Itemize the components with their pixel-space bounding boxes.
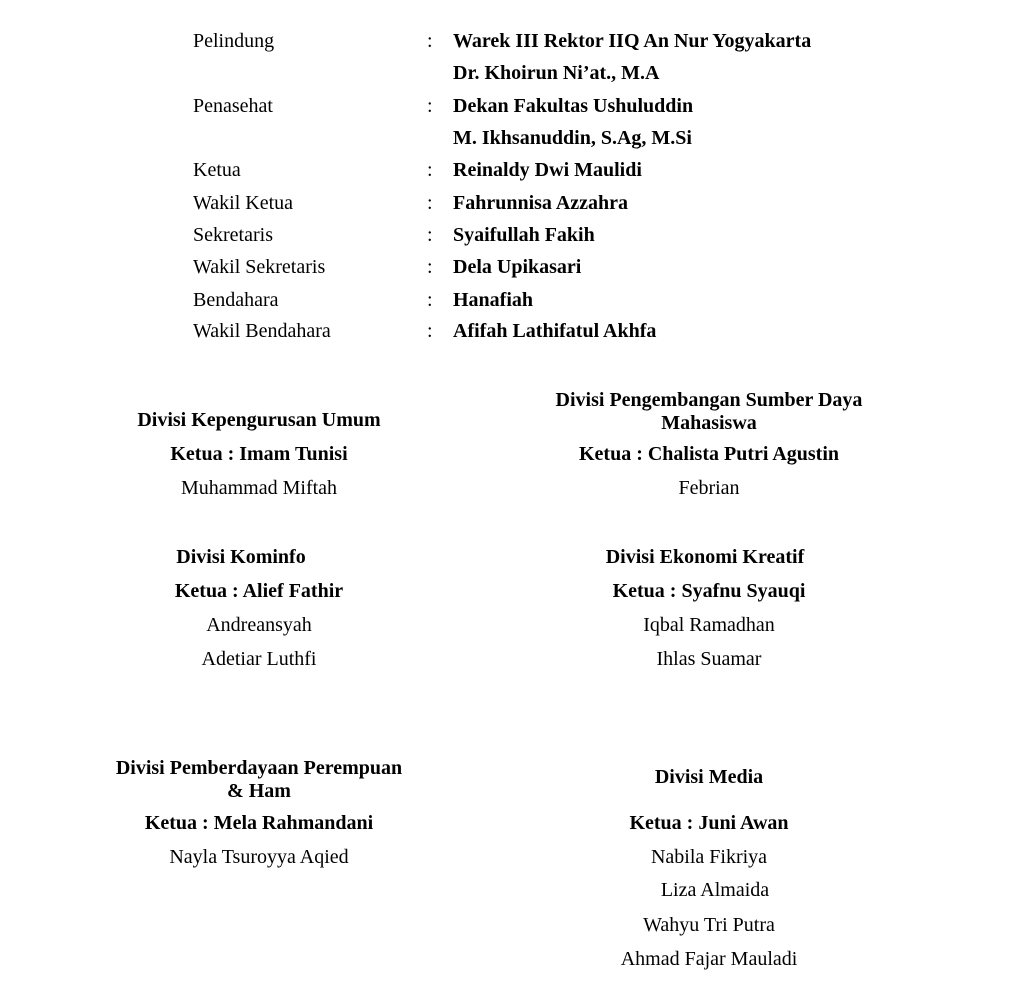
colon: :	[427, 256, 433, 278]
division-member: Wahyu Tri Putra	[643, 914, 775, 936]
colon: :	[427, 192, 433, 214]
officer-name: Dr. Khoirun Ni’at., M.A	[453, 62, 660, 84]
colon: :	[427, 30, 433, 52]
colon: :	[427, 289, 433, 311]
division-title-line-1: Divisi Pengembangan Sumber Daya	[555, 389, 863, 411]
role-wakil-sekretaris: Wakil Sekretaris	[193, 256, 326, 278]
role-penasehat: Penasehat	[193, 95, 273, 117]
division-ketua: Ketua : Mela Rahmandani	[144, 812, 374, 834]
division-ketua: Ketua : Chalista Putri Agustin	[578, 443, 840, 465]
colon: :	[427, 320, 433, 342]
officer-name: M. Ikhsanuddin, S.Ag, M.Si	[453, 127, 692, 149]
division-title: Divisi Media	[654, 766, 764, 788]
division-member: Febrian	[678, 477, 740, 499]
division-title: Divisi Kepengurusan Umum	[137, 409, 381, 431]
colon: :	[427, 95, 433, 117]
division-member: Andreansyah	[206, 614, 312, 636]
division-member: Ahmad Fajar Mauladi	[620, 948, 798, 970]
division-member: Nayla Tsuroyya Aqied	[169, 846, 349, 868]
division-title: Divisi Kominfo	[176, 546, 306, 568]
officer-name: Dela Upikasari	[453, 256, 582, 278]
division-ketua: Ketua : Imam Tunisi	[170, 443, 348, 465]
officer-name: Hanafiah	[453, 289, 534, 311]
division-pemberdayaan-perempuan	[109, 0, 409, 1004]
role-wakil-bendahara: Wakil Bendahara	[193, 320, 331, 342]
division-title-line-1: Divisi Pemberdayaan Perempuan	[115, 757, 403, 779]
officer-name: Afifah Lathifatul Akhfa	[453, 320, 657, 342]
role-wakil-ketua: Wakil Ketua	[193, 192, 294, 214]
division-member: Ihlas Suamar	[656, 648, 762, 670]
division-member: Nabila Fikriya	[650, 846, 768, 868]
officer-name: Fahrunnisa Azzahra	[453, 192, 629, 214]
division-ketua: Ketua : Juni Awan	[629, 812, 789, 834]
division-title: Divisi Ekonomi Kreatif	[605, 546, 805, 568]
officer-name: Syaifullah Fakih	[453, 224, 595, 246]
role-sekretaris: Sekretaris	[193, 224, 273, 246]
role-ketua: Ketua	[193, 159, 241, 181]
officer-name: Dekan Fakultas Ushuluddin	[453, 95, 694, 117]
officer-name: Warek III Rektor IIQ An Nur Yogyakarta	[453, 30, 812, 52]
division-title-line-2: Mahasiswa	[661, 412, 757, 434]
division-member: Liza Almaida	[660, 879, 770, 901]
division-member: Iqbal Ramadhan	[643, 614, 775, 636]
role-bendahara: Bendahara	[193, 289, 279, 311]
division-media	[534, 0, 884, 1004]
division-ketua: Ketua : Syafnu Syauqi	[612, 580, 806, 602]
officer-name: Reinaldy Dwi Maulidi	[453, 159, 642, 181]
division-title-line-2: & Ham	[227, 780, 291, 802]
division-member: Muhammad Miftah	[180, 477, 338, 499]
colon: :	[427, 224, 433, 246]
colon: :	[427, 159, 433, 181]
division-member: Adetiar Luthfi	[201, 648, 317, 670]
role-pelindung: Pelindung	[193, 30, 275, 52]
division-ketua: Ketua : Alief Fathir	[174, 580, 344, 602]
